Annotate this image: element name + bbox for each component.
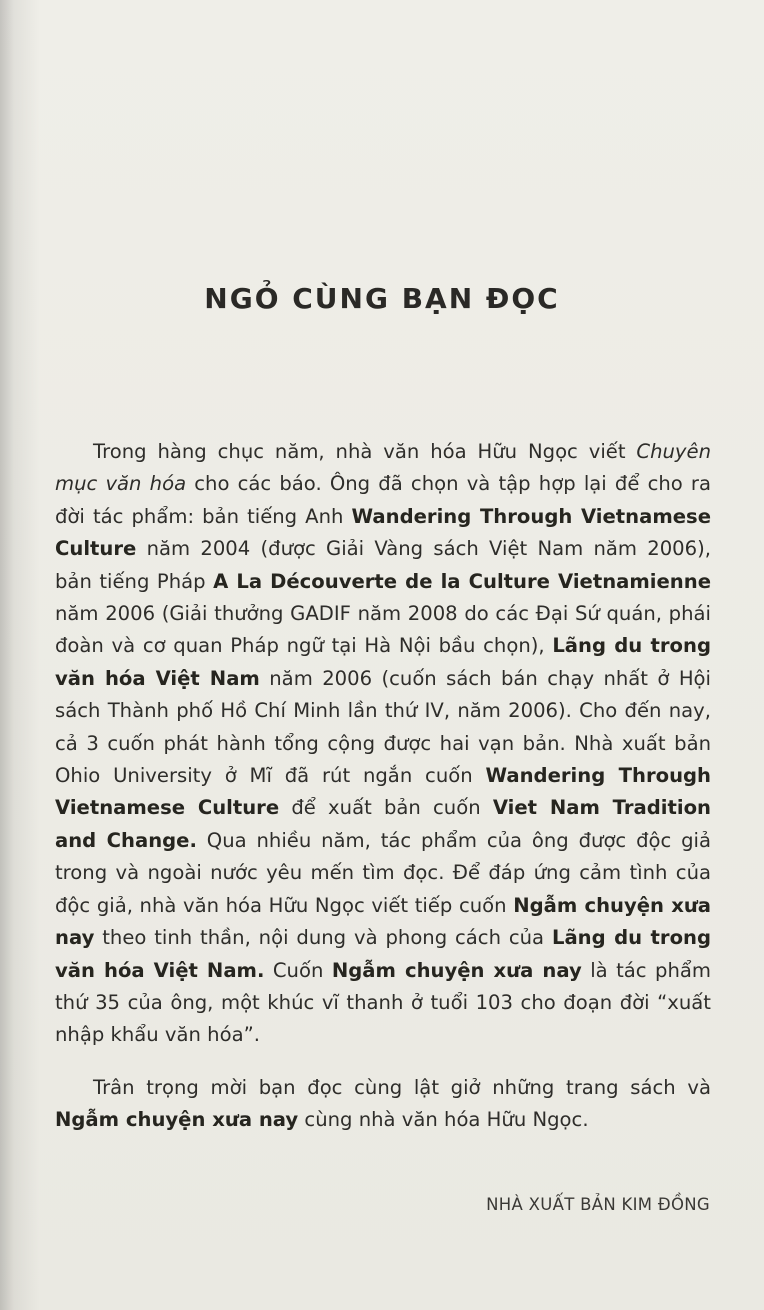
text-run: năm 2004 (được Giải Vàng sách Việt Nam năm 2006), bản tiếng Pháp (55, 537, 711, 593)
page-title: NGỎ CÙNG BẠN ĐỌC (204, 282, 560, 315)
italic-title-text: Chuyên mục văn hóa (55, 440, 711, 496)
text-run: Trong hàng chục năm, nhà văn hóa Hữu Ngọc viết (93, 440, 637, 463)
bold-title-text: Viet Nam Tradition and Change. (55, 796, 712, 852)
paragraph-1 (55, 436, 711, 1052)
text-run: là tác phẩm thứ 35 của ông, một khúc vĩ thanh ở tuổi 103 cho đoạn đời “xuất nhập khẩu văn hóa”. (55, 958, 711, 1047)
bold-title-text: Ngẫm chuyện xưa nay (55, 1108, 299, 1132)
body-text (55, 436, 711, 1137)
text-run: năm 2006 (cuốn sách bán chạy nhất ở Hội sách Thành phố Hồ Chí Minh lần thứ IV, năm 2006). Cho đến nay, cả 3 cuốn phát hành tổng cộng được hai vạn bản. Nhà xuất bản Ohio University ở Mĩ đã rút ngắn cuốn (55, 666, 711, 788)
bold-title-text: Wandering Through Vietnamese Culture (55, 764, 711, 820)
text-run: cho các báo. Ông đã chọn và tập hợp lại để cho ra đời tác phẩm: bản tiếng Anh (55, 472, 711, 528)
bold-title-text: Wandering Through Vietnamese Culture (55, 504, 711, 561)
bold-title-text: Ngẫm chuyện xưa nay (331, 958, 582, 982)
text-run: cùng nhà văn hóa Hữu Ngọc. (298, 1108, 589, 1132)
bold-title-text: Ngẫm chuyện xưa nay (55, 893, 712, 950)
text-run: Qua nhiều năm, tác phẩm của ông được độc giả trong và ngoài nước yêu mến tìm đọc. Để đáp ứng cảm tình của độc giả, nhà văn hóa Hữu Ngọc viết tiếp cuốn (55, 828, 712, 917)
publisher-signature: NHÀ XUẤT BẢN KIM ĐỒNG (486, 1195, 710, 1214)
paragraph-2 (55, 1072, 711, 1137)
bold-title-text: A La Découverte de la Culture Vietnamienne (213, 569, 711, 593)
text-run: năm 2006 (Giải thưởng GADIF năm 2008 do các Đại Sứ quán, phái đoàn và cơ quan Pháp ngữ tại Hà Nội bầu chọn), (55, 602, 711, 658)
text-run: theo tinh thần, nội dung và phong cách của (94, 926, 552, 950)
text-run: để xuất bản cuốn (279, 796, 493, 820)
bold-title-text: Lãng du trong văn hóa Việt Nam. (55, 926, 712, 982)
text-run: Trân trọng mời bạn đọc cùng lật giở những trang sách và (93, 1075, 711, 1099)
bold-title-text: Lãng du trong văn hóa Việt Nam (55, 634, 711, 690)
text-run: Cuốn (264, 958, 332, 982)
